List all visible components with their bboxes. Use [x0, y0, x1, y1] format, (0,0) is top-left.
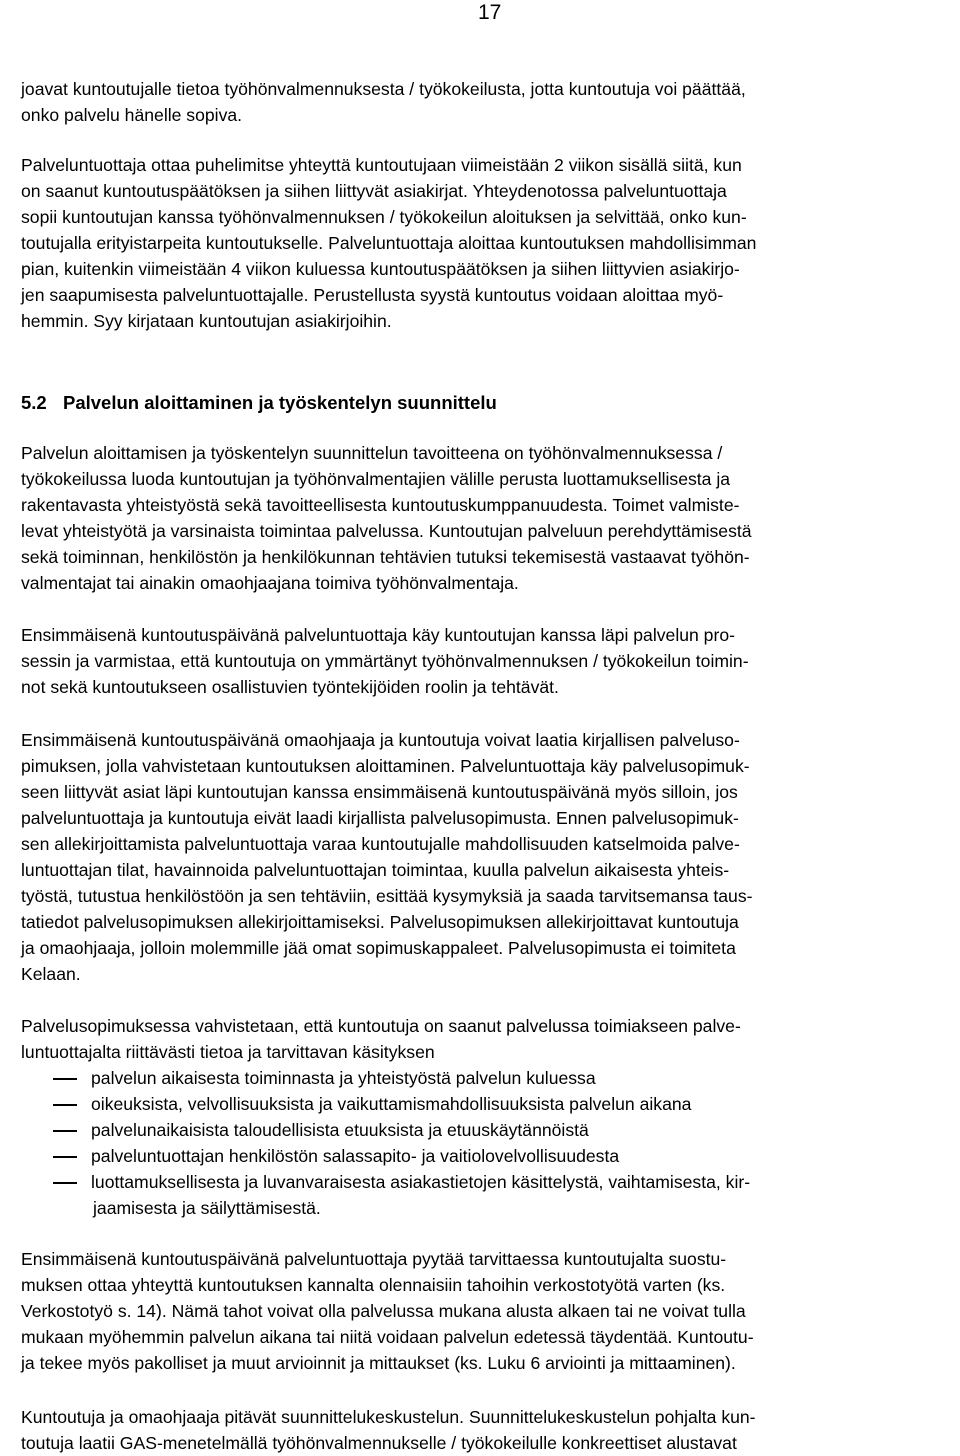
text-line: onko palvelu hänelle sopiva. [21, 105, 243, 125]
text-line: joavat kuntoutujalle tietoa työhönvalmennuksesta / työkokeilusta, jotta kuntoutuja voi päättää, [21, 79, 746, 99]
text-line: toutuja laatii GAS-menetelmällä työhönvalmennukselle / työkokeilulle konkreettiset alustavat [21, 1433, 737, 1453]
paragraph-5 [21, 727, 951, 987]
text-line: jen saapumisesta palveluntuottajalle. Perustellusta syystä kuntoutus voidaan aloittaa myö- [21, 285, 724, 305]
text-line: muksen ottaa yhteyttä kuntoutuksen kannalta olennaisiin tahoihin verkostotyötä varten (ks. [21, 1275, 726, 1295]
text-line: sopii kuntoutujan kanssa työhönvalmennuksen / työkokeilun aloituksen ja selvittää, onko kun- [21, 207, 747, 227]
paragraph-6 [21, 1013, 951, 1065]
text-line: levat yhteistyötä ja varsinaista toimintaa palvelussa. Kuntoutujan palveluun perehdyttämisestä [21, 521, 752, 541]
text-line: ja tekee myös pakolliset ja muut arvioinnit ja mittaukset (ks. Luku 6 arviointi ja mittaaminen). [21, 1353, 736, 1373]
text-line: valmentajat tai ainakin omaohjaajana toimiva työhönvalmentaja. [21, 573, 519, 593]
text-line: Kuntoutuja ja omaohjaaja pitävät suunnittelukeskustelun. Suunnittelukeskustelun pohjalta kun- [21, 1407, 756, 1427]
paragraph-1 [21, 76, 951, 128]
text-line: rakentavasta yhteistyöstä sekä tavoitteellisesta kuntoutuskumppanuudesta. Toimet valmiste- [21, 495, 740, 515]
text-line: mukaan myöhemmin palvelun aikana tai niitä voidaan palvelun edetessä täydentää. Kuntoutu- [21, 1327, 754, 1347]
text-line: sen allekirjoittamista palveluntuottaja varaa kuntoutujalle mahdollisuuden katselmoida palve- [21, 834, 740, 854]
paragraph-7 [21, 1246, 951, 1376]
list-item [21, 1143, 951, 1169]
text-line: Palveluntuottaja ottaa puhelimitse yhteyttä kuntoutujaan viimeistään 2 viikon sisällä siitä, kun [21, 155, 742, 175]
paragraph-4 [21, 622, 951, 700]
list-item-text: palveluntuottajan henkilöstön salassapito- ja vaitiolovelvollisuudesta [91, 1146, 620, 1166]
list-item-text: palvelunaikaisista taloudellisista etuuksista ja etuuskäytännöistä [91, 1120, 589, 1140]
list-item [21, 1091, 951, 1117]
text-line: Kelaan. [21, 964, 81, 984]
paragraph-2 [21, 152, 951, 334]
paragraph-3 [21, 440, 951, 596]
text-line: not sekä kuntoutukseen osallistuvien työntekijöiden roolin ja tehtävät. [21, 677, 559, 697]
text-line: Palvelun aloittamisen ja työskentelyn suunnittelun tavoitteena on työhönvalmennuksessa / [21, 443, 723, 463]
text-line: ja omaohjaaja, jolloin molemmille jää omat sopimuskappaleet. Palvelusopimusta ei toimiteta [21, 938, 736, 958]
list-item [21, 1117, 951, 1143]
text-line: pimuksen, jolla vahvistetaan kuntoutuksen aloittaminen. Palveluntuottaja käy palvelusopimuk- [21, 756, 750, 776]
text-line: Ensimmäisenä kuntoutuspäivänä palveluntuottaja käy kuntoutujan kanssa läpi palvelun pro- [21, 625, 735, 645]
page-number: 17 [478, 1, 502, 24]
text-line: palveluntuottaja ja kuntoutuja eivät laadi kirjallista palvelusopimusta. Ennen palvelusopimuk- [21, 808, 739, 828]
text-line: luntuottajalta riittävästi tietoa ja tarvittavan käsityksen [21, 1042, 435, 1062]
text-line: Palvelusopimuksessa vahvistetaan, että kuntoutuja on saanut palvelussa toimiakseen palve- [21, 1016, 741, 1036]
list-item-text: palvelun aikaisesta toiminnasta ja yhteistyöstä palvelun kuluessa [91, 1068, 596, 1088]
text-line: hemmin. Syy kirjataan kuntoutujan asiakirjoihin. [21, 311, 392, 331]
text-line: työstä, tutustua henkilöstöön ja sen tehtäviin, esittää kysymyksiä ja saada tarvitsemansa taus- [21, 886, 753, 906]
list-item-text: oikeuksista, velvollisuuksista ja vaikuttamismahdollisuuksista palvelun aikana [91, 1094, 692, 1114]
text-line: seen liittyvät asiat läpi kuntoutujan kanssa ensimmäisenä kuntoutuspäivänä myös silloin, jos [21, 782, 738, 802]
text-line: sessin ja varmistaa, että kuntoutuja on ymmärtänyt työhönvalmennuksen / työkokeilun toimin- [21, 651, 749, 671]
text-line: Ensimmäisenä kuntoutuspäivänä omaohjaaja ja kuntoutuja voivat laatia kirjallisen palveluso- [21, 730, 740, 750]
bullet-list [21, 1065, 951, 1221]
list-item-text: luottamuksellisesta ja luvanvaraisesta asiakastietojen käsittelystä, vaihtamisesta, kir- [91, 1172, 751, 1192]
list-item-continuation: jaamisesta ja säilyttämisestä. [93, 1198, 321, 1218]
list-item [21, 1169, 951, 1195]
text-line: luntuottajan tilat, havainnoida palveluntuottajan toimintaa, kuulla palvelun aikaisesta yhteis- [21, 860, 730, 880]
section-number: 5.2 [21, 392, 47, 413]
section-title: Palvelun aloittaminen ja työskentelyn suunnittelu [63, 392, 497, 413]
text-line: Verkostotyö s. 14). Nämä tahot voivat olla palvelussa mukana alusta alkaen tai ne voivat tulla [21, 1301, 746, 1321]
section-heading [21, 389, 497, 417]
text-line: on saanut kuntoutuspäätöksen ja siihen liittyvät asiakirjat. Yhteydenotossa palveluntuottaja [21, 181, 727, 201]
text-line: Ensimmäisenä kuntoutuspäivänä palveluntuottaja pyytää tarvittaessa kuntoutujalta suostu- [21, 1249, 727, 1269]
text-line: sekä toiminnan, henkilöstön ja henkilökunnan tehtävien tutuksi tekemisestä vastaavat työhön- [21, 547, 750, 567]
text-line: pian, kuitenkin viimeistään 4 viikon kuluessa kuntoutuspäätöksen ja siihen liittyvien asiakirjo- [21, 259, 740, 279]
text-line: toutujalla erityistarpeita kuntoutukselle. Palveluntuottaja aloittaa kuntoutuksen mahdollisimman [21, 233, 757, 253]
text-line: työkokeilussa luoda kuntoutujan ja työhönvalmentajien välille perusta luottamuksellisesta ja [21, 469, 731, 489]
paragraph-8 [21, 1404, 951, 1456]
list-item [21, 1065, 951, 1091]
text-line: tatiedot palvelusopimuksen allekirjoittamiseksi. Palvelusopimuksen allekirjoittavat kuntoutuja [21, 912, 739, 932]
